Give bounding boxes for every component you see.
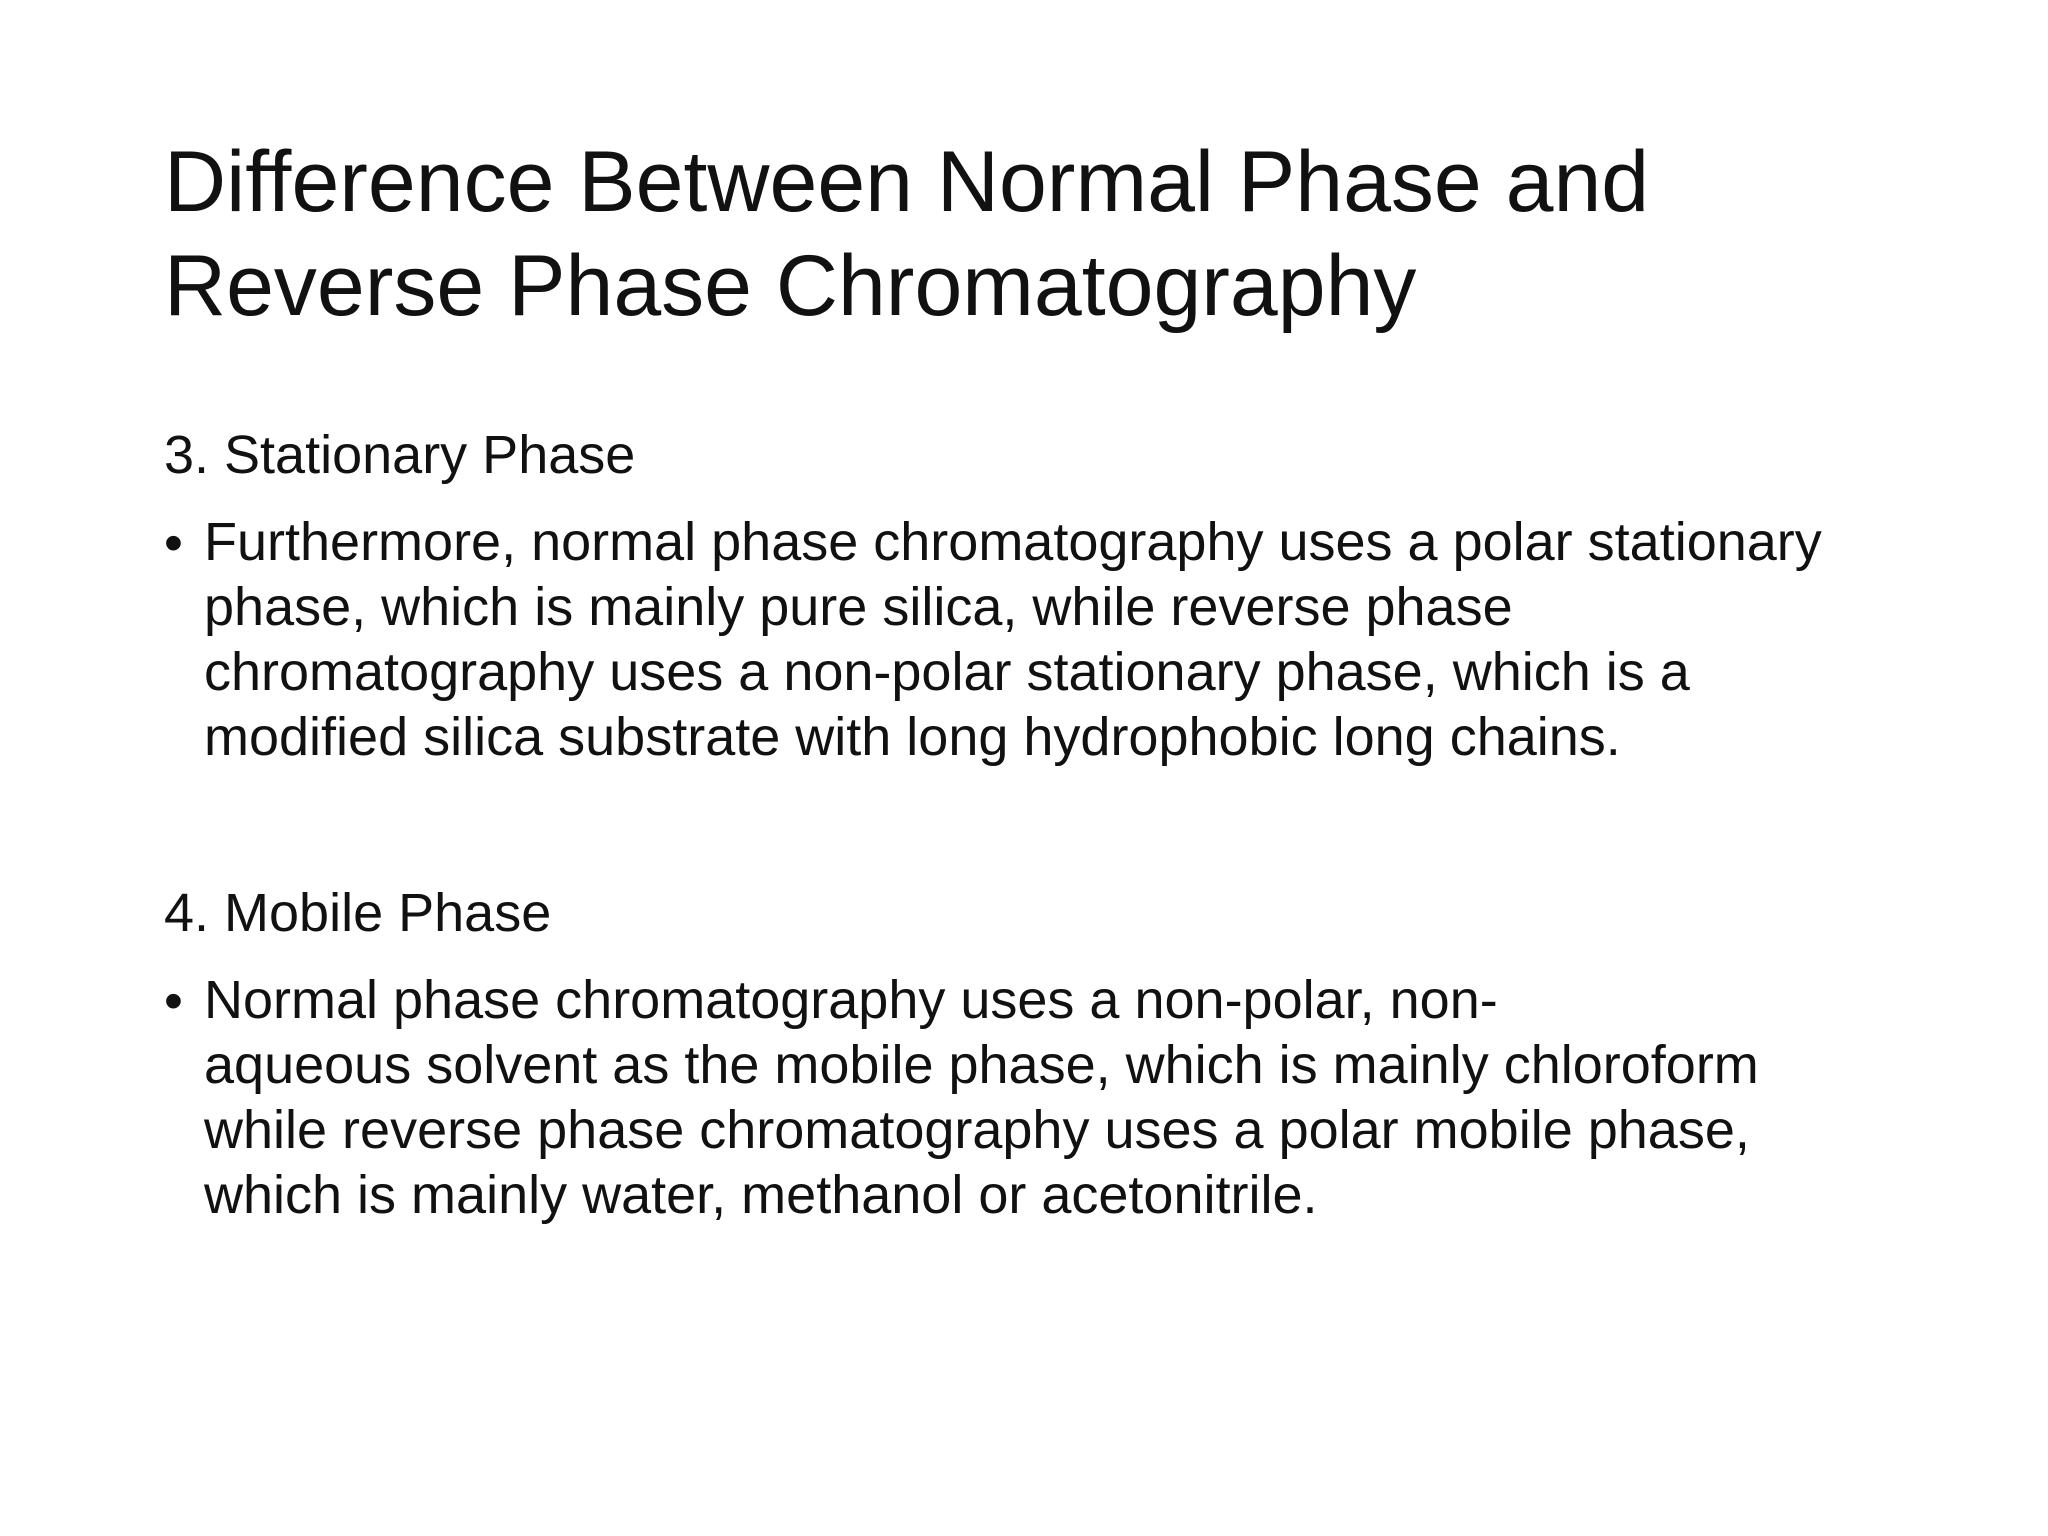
bullet-line: modified silica substrate with long hydrophobic long chains. — [204, 707, 1621, 767]
bullet-text — [204, 510, 1924, 770]
slide-title — [164, 130, 1964, 338]
bullet-line: which is mainly water, methanol or acetonitrile. — [204, 1165, 1318, 1225]
bullet-line: Furthermore, normal phase chromatography uses a polar stationary — [204, 512, 1822, 572]
bullet-text — [204, 968, 1924, 1228]
section-heading: 3. Stationary Phase — [164, 425, 636, 485]
bullet-icon: • — [164, 513, 183, 573]
bullet-line: phase, which is mainly pure silica, while reverse phase — [204, 577, 1513, 637]
bullet-line: aqueous solvent as the mobile phase, which is mainly chloroform — [204, 1035, 1759, 1095]
title-line: Reverse Phase Chromatography — [164, 238, 1417, 334]
section-stationary-phase — [164, 422, 1924, 770]
bullet-item — [164, 510, 1924, 770]
title-line: Difference Between Normal Phase and — [164, 134, 1650, 230]
section-heading: 4. Mobile Phase — [164, 883, 552, 943]
bullet-item — [164, 968, 1924, 1228]
bullet-icon: • — [164, 971, 183, 1031]
bullet-line: Normal phase chromatography uses a non-polar, non- — [204, 970, 1498, 1030]
section-mobile-phase — [164, 880, 1924, 1228]
bullet-line: chromatography uses a non-polar stationary phase, which is a — [204, 642, 1690, 702]
bullet-line: while reverse phase chromatography uses a polar mobile phase, — [204, 1100, 1750, 1160]
